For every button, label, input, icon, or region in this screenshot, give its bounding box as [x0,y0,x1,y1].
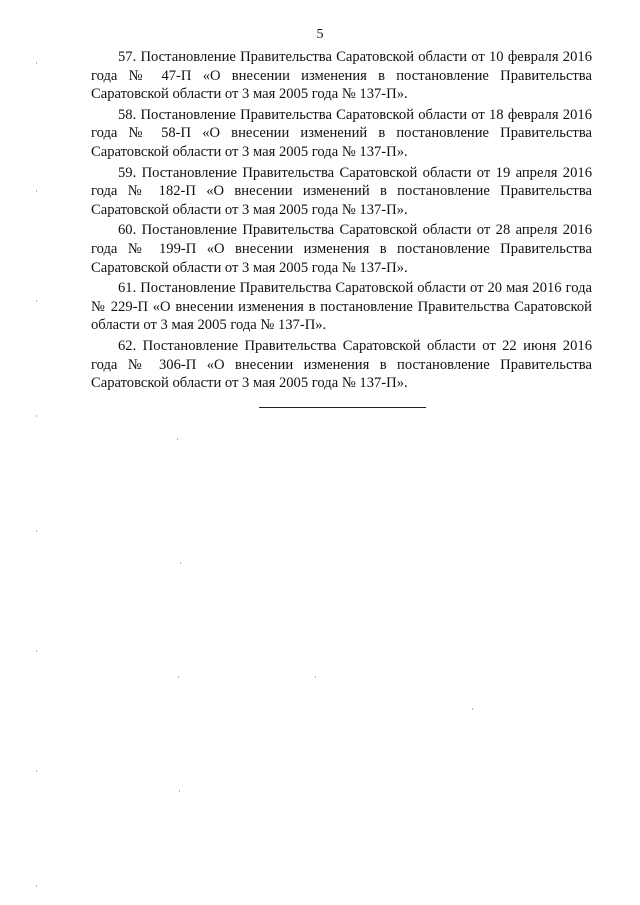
scan-speck [36,300,37,302]
list-item-57: 57. Постановление Правительства Саратовской области от 10 февраля 2016 года № 47-П «О внесении изменения в постановление Правительства Саратовской области от 3 мая 2005 года № 137-П». [91,49,592,103]
scan-speck [472,708,473,710]
scan-speck [177,438,178,440]
scan-speck [36,415,37,417]
list-item-59: 59. Постановление Правительства Саратовской области от 19 апреля 2016 года № 182-П «О внесении изменений в постановление Правительства Саратовской области от 3 мая 2005 года № 137-П». [91,164,592,218]
scan-speck [178,676,179,678]
scan-speck [36,885,37,887]
scan-speck [36,530,37,532]
end-separator-line [259,407,426,408]
document-body [91,48,592,395]
list-item-60: 60. Постановление Правительства Саратовской области от 28 апреля 2016 года № 199-П «О внесении изменения в постановление Правительства Саратовской области от 3 мая 2005 года № 137-П». [91,222,592,276]
scan-speck [36,770,37,772]
scan-speck [179,790,180,792]
scan-speck [36,62,37,64]
scan-speck [36,650,37,652]
scan-speck [315,676,316,678]
scan-speck [180,562,181,564]
list-item-61: 61. Постановление Правительства Саратовской области от 20 мая 2016 года № 229-П «О внесении изменения в постановление Правительства Саратовской области от 3 мая 2005 года № 137-П». [91,280,592,334]
list-item-62: 62. Постановление Правительства Саратовской области от 22 июня 2016 года № 306-П «О внесении изменения в постановление Правительства Саратовской области от 3 мая 2005 года № 137-П». [91,337,592,392]
list-item-58: 58. Постановление Правительства Саратовской области от 18 февраля 2016 года № 58-П «О внесении изменений в постановление Правительства Саратовской области от 3 мая 2005 года № 137-П». [91,106,592,160]
page-number: 5 [316,27,324,42]
scan-speck [36,190,37,192]
